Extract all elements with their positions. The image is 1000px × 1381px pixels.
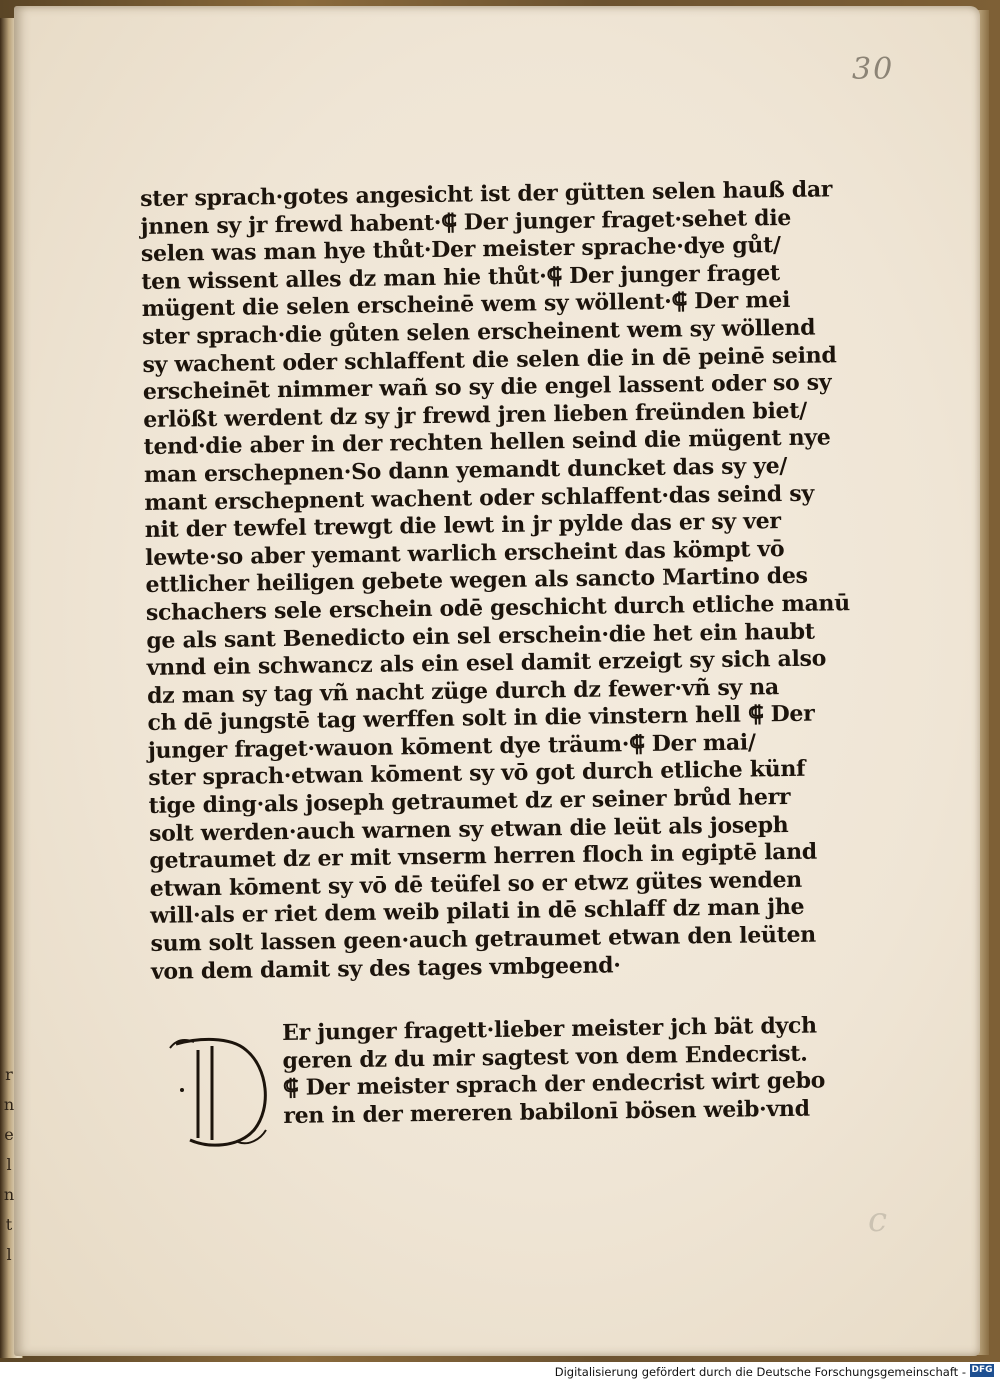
text-line: junger fraget·wauon kōment dye träum·⸿ Der mai/ <box>147 729 756 764</box>
text-line: tend·die aber in der rechten hellen seind die mügent nye <box>143 424 831 461</box>
text-line: etwan kōment sy vō dē teüfel so er etwz gütes wenden <box>149 866 803 902</box>
indented-text-block <box>282 1012 826 1131</box>
text-line: tige ding·als joseph getraumet dz er seiner brůd herr <box>148 784 791 820</box>
text-line: man erschepnen·So dann yemandt duncket das sy ye/ <box>143 452 788 488</box>
text-line: vnnd ein schwancz als ein esel damit erzeigt sy sich also <box>146 645 827 682</box>
margin-fragment-letter: r <box>5 1065 13 1084</box>
text-line: ster sprach·etwan kōment sy vō got durch etliche künf <box>148 756 806 792</box>
text-line: ster sprach·die gůten selen erscheinent wem sy wöllend <box>141 314 816 350</box>
decorated-initial <box>168 1030 276 1150</box>
text-line: mügent die selen erscheinē wem sy wöllent·⸿ Der mei <box>141 287 791 323</box>
margin-fragment-letter: e <box>4 1125 14 1144</box>
margin-fragment-letter: l <box>6 1245 12 1264</box>
text-line: erlößt werdent dz sy jr frewd jren lieben freünden biet/ <box>143 397 808 433</box>
text-line: lewte·so aber yemant warlich erscheint das kömpt vō <box>145 535 785 571</box>
left-margin-fragment <box>0 1060 18 1270</box>
text-line: solt werden·auch warnen sy etwan die leüt als joseph <box>148 811 789 847</box>
text-line: erscheinēt nimmer wañ so sy die engel lassent oder so sy <box>142 369 832 406</box>
text-line: dz man sy tag vñ nacht züge durch dz fewer·vñ sy na <box>146 673 780 709</box>
text-line: ge als sant Benedicto ein sel erschein·die het ein haubt <box>146 618 815 654</box>
text-line: ster sprach·gotes angesicht ist der gütten selen hauß dar <box>140 176 833 212</box>
indented-text-line: geren dz du mir sagtest von dem Endecrist. <box>282 1040 808 1074</box>
initial-ornament-icon <box>168 1030 276 1150</box>
indented-text-line: Er junger fragett·lieber meister jch bät dych <box>282 1012 817 1046</box>
funding-credit: Digitalisierung gefördert durch die Deutsche Forschungsgemeinschaft - <box>554 1365 966 1379</box>
text-line: sum solt lassen geen·auch getraumet etwan den leüten <box>150 921 817 957</box>
margin-fragment-letter: l <box>6 1155 12 1174</box>
text-line: jnnen sy jr frewd habent·⸿ Der junger fraget·sehet die <box>140 204 792 240</box>
text-line: ettlicher heiligen gebete wegen als sancto Martino des <box>145 563 808 599</box>
text-line: will·als er riet dem weib pilati in dē schlaff dz man jhe <box>150 894 805 930</box>
text-line: selen was man hye thůt·Der meister sprache·dye gůt/ <box>140 232 781 268</box>
text-line: von dem damit sy des tages vmbgeend· <box>150 951 621 985</box>
indented-text-line: ren in der mereren babilonī bösen weib·vnd <box>283 1095 810 1129</box>
text-line: sy wachent oder schlaffent die selen die in dē peinē seind <box>142 341 837 378</box>
text-line: ten wissent alles dz man hie thůt·⸿ Der junger fraget <box>141 259 780 295</box>
folio-number: 30 <box>852 52 895 87</box>
dfg-logo: DFG <box>971 1365 993 1375</box>
text-line: ch dē jungstē tag werffen solt in die vinstern hell ⸿ Der <box>147 700 815 737</box>
margin-fragment-letter: t <box>5 1215 13 1234</box>
margin-fragment-letter: n <box>3 1095 15 1114</box>
main-text-block <box>140 176 851 986</box>
text-line: mant erschepnent wachent oder schlaffent·das seind sy <box>144 480 815 516</box>
text-line: nit der tewfel trewgt die lewt in jr pylde das er sy ver <box>144 508 781 544</box>
text-line: getraumet dz er mit vnserm herren floch in egiptē land <box>149 838 818 875</box>
text-line: schachers sele erschein odē geschicht durch etliche manū <box>145 590 851 626</box>
pencil-mark: c <box>868 1200 888 1240</box>
indented-text-line: ⸿ Der meister sprach der endecrist wirt gebo <box>282 1067 826 1102</box>
margin-fragment-letter: n <box>3 1185 15 1204</box>
